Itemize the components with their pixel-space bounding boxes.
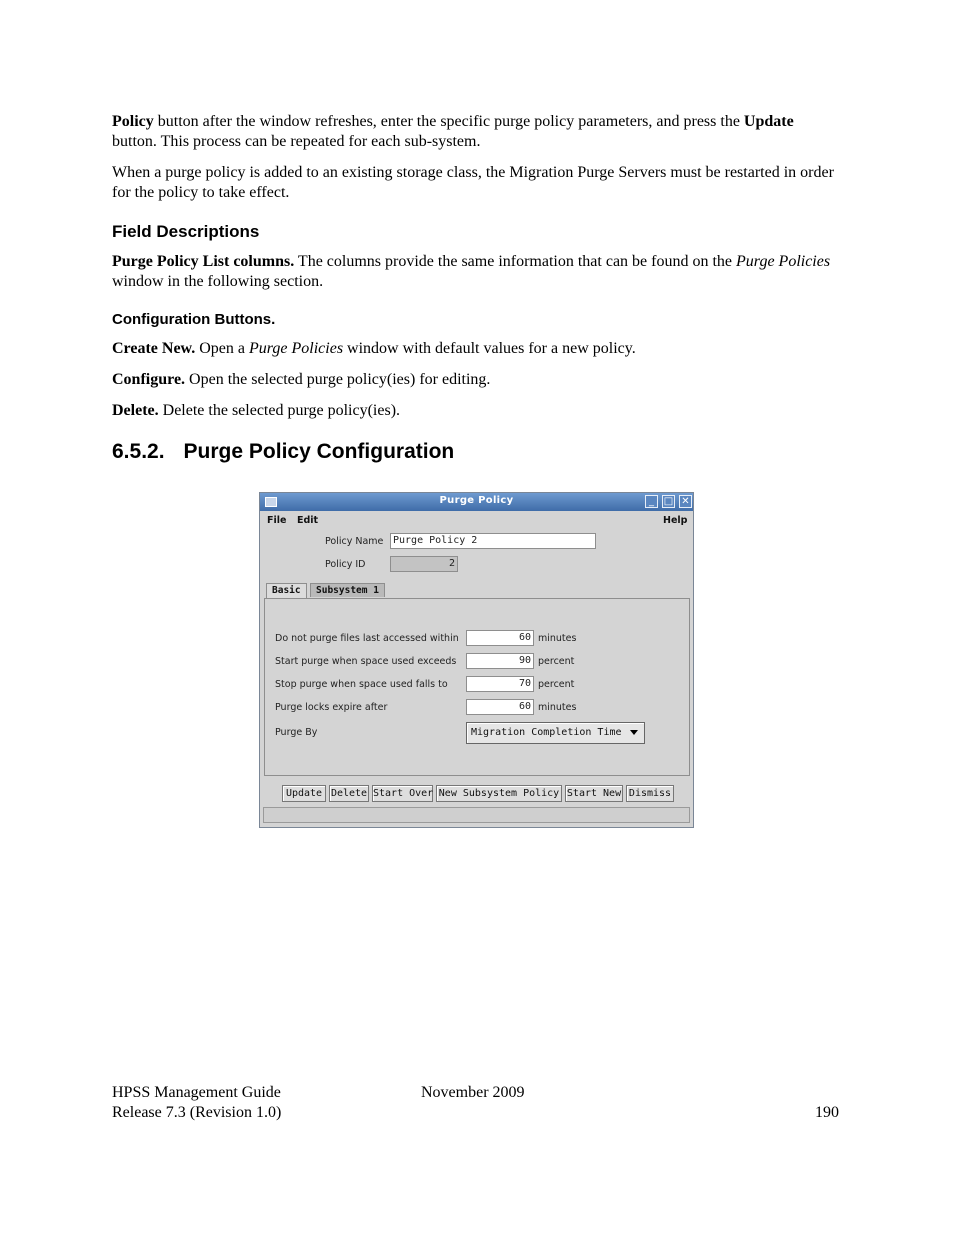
start-purge-label: Start purge when space used exceeds (275, 656, 457, 667)
purge-by-value: Migration Completion Time (471, 727, 622, 738)
start-over-button[interactable]: Start Over (372, 785, 433, 802)
create-new-description: Create New. Open a Purge Policies window with default values for a new policy. (112, 340, 636, 357)
purge-locks-label: Purge locks expire after (275, 702, 388, 713)
purge-access-label: Do not purge files last accessed within (275, 633, 459, 644)
stop-purge-label: Stop purge when space used falls to (275, 679, 448, 690)
configure-description: Configure. Open the selected purge policy(ies) for editing. (112, 371, 491, 388)
purge-by-select[interactable] (466, 722, 645, 744)
minimize-icon[interactable]: _ (645, 495, 658, 508)
section-number: 6.5.2. (112, 440, 165, 463)
maximize-icon[interactable]: □ (663, 496, 674, 507)
dismiss-button[interactable]: Dismiss (626, 785, 674, 802)
start-purge-field[interactable]: 90 (466, 653, 534, 669)
policy-id-label: Policy ID (325, 559, 366, 570)
purge-access-unit: minutes (538, 633, 577, 644)
delete-button[interactable]: Delete (329, 785, 369, 802)
policy-name-label: Policy Name (325, 536, 384, 547)
footer-guide: HPSS Management Guide (112, 1084, 281, 1101)
section-title: Purge Policy Configuration (183, 440, 455, 463)
intro-paragraph-2: When a purge policy is added to an existing storage class, the Migration Purge Servers must be restarted in order for the policy to take effect. (112, 164, 834, 201)
update-button[interactable]: Update (282, 785, 326, 802)
stop-purge-unit: percent (538, 679, 575, 690)
window-titlebar[interactable] (260, 493, 693, 511)
field-descriptions-heading: Field Descriptions (112, 222, 260, 241)
intro-paragraph-1: Policy button after the window refreshes, enter the specific purge policy parameters, and press the Update button. This process can be repeated for each sub-system. (112, 113, 794, 150)
policy-term: Policy (112, 113, 154, 130)
dropdown-arrow-icon (630, 730, 638, 735)
menu-file[interactable]: File (267, 515, 287, 526)
purge-access-field[interactable]: 60 (466, 630, 534, 646)
stop-purge-field[interactable]: 70 (466, 676, 534, 692)
delete-description: Delete. Delete the selected purge policy(ies). (112, 402, 401, 419)
configuration-buttons-heading: Configuration Buttons. (112, 311, 276, 328)
status-bar (263, 807, 690, 823)
purge-policy-window (259, 492, 694, 828)
footer-page-number: 190 (815, 1104, 839, 1121)
footer-release: Release 7.3 (Revision 1.0) (112, 1104, 282, 1121)
section-heading (112, 440, 454, 464)
policy-name-field[interactable]: Purge Policy 2 (390, 533, 596, 549)
footer-date: November 2009 (421, 1084, 525, 1101)
policy-id-field: 2 (390, 556, 458, 572)
close-icon[interactable]: ✕ (679, 495, 692, 508)
purge-by-label: Purge By (275, 727, 318, 738)
menu-help[interactable]: Help (663, 515, 688, 526)
menu-bar (260, 512, 693, 528)
tab-basic[interactable]: Basic (266, 583, 307, 598)
purge-policy-list-description: Purge Policy List columns. The columns provide the same information that can be found on the Purge Policies window in the following section. (112, 253, 831, 290)
purge-locks-unit: minutes (538, 702, 577, 713)
window-title: Purge Policy (439, 495, 514, 506)
purge-locks-field[interactable]: 60 (466, 699, 534, 715)
start-new-button[interactable]: Start New (565, 785, 623, 802)
new-subsystem-policy-button[interactable]: New Subsystem Policy (436, 785, 562, 802)
update-term: Update (743, 113, 794, 130)
menu-edit[interactable]: Edit (297, 515, 319, 526)
start-purge-unit: percent (538, 656, 575, 667)
tab-subsystem-1[interactable]: Subsystem 1 (310, 583, 385, 597)
